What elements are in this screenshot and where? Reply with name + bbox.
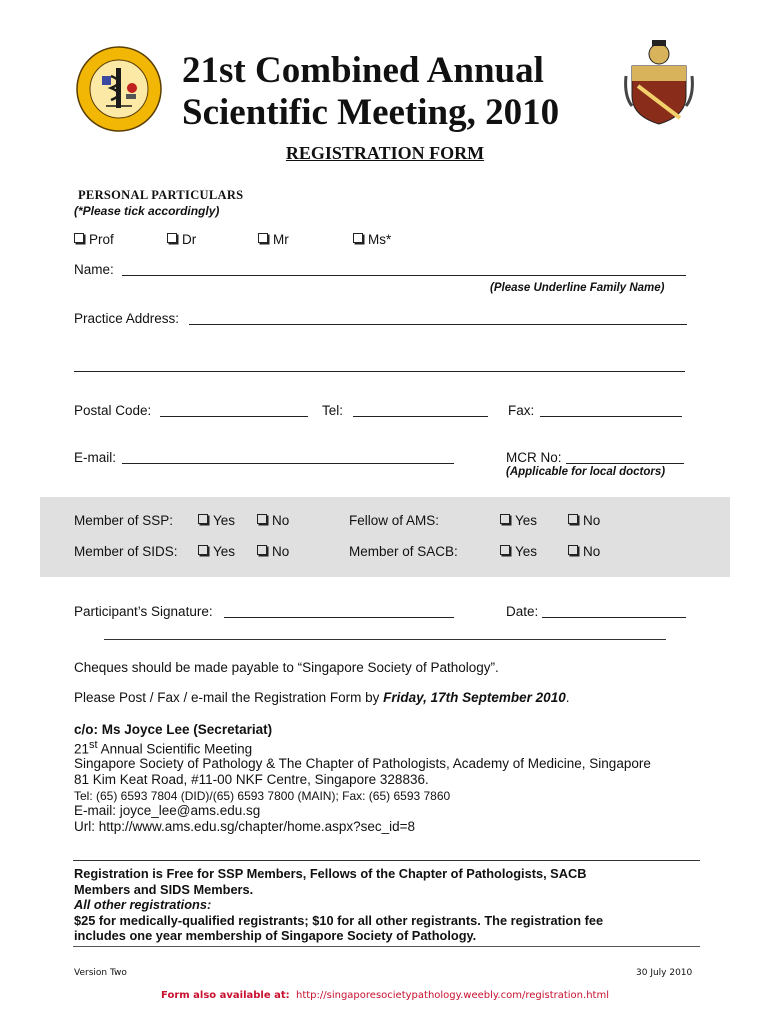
divider (73, 946, 700, 947)
option-mr[interactable]: Mr (258, 232, 289, 247)
ssp-label: Member of SSP: (74, 513, 174, 528)
option-dr[interactable]: Dr (167, 232, 196, 247)
name-note: (Please Underline Family Name) (490, 282, 665, 294)
option-prof[interactable]: Prof (74, 232, 114, 247)
meeting-line: 21st Annual Scientific Meeting (74, 739, 253, 757)
fax-label: Fax: (508, 403, 535, 418)
checkbox-icon[interactable] (257, 545, 267, 555)
email-label: E-mail: (74, 450, 117, 465)
contact-tel: Tel: (65) 6593 7804 (DID)/(65) 6593 7800 (MAIN); Fax: (65) 6593 7860 (74, 789, 451, 803)
ams-no[interactable]: No (568, 513, 600, 528)
checkbox-icon[interactable] (198, 545, 208, 555)
deadline: Friday, 17th September 2010 (383, 690, 566, 705)
footer-date: 30 July 2010 (636, 968, 693, 978)
fees-block: Registration is Free for SSP Members, Fellows of the Chapter of Pathologists, SACB Members and SIDS Members. All other registrations: $25 for medically-qualified registrants; $10 for all other registrants. The registration fee includes one year membership of Singapore Society of Pathology. (74, 866, 604, 943)
checkbox-icon[interactable] (74, 233, 84, 243)
checkbox-icon[interactable] (353, 233, 363, 243)
mcr-label: MCR No: (506, 450, 562, 465)
address-field-2[interactable] (74, 358, 685, 372)
checkbox-icon[interactable] (568, 545, 578, 555)
co-line: c/o: Ms Joyce Lee (Secretariat) (74, 722, 273, 737)
postal-label: Postal Code: (74, 403, 152, 418)
academy-crest (624, 36, 694, 128)
checkbox-icon[interactable] (198, 514, 208, 524)
tick-instruction: (*Please tick accordingly) (74, 204, 220, 218)
option-ms[interactable]: Ms* (353, 232, 391, 247)
checkbox-icon[interactable] (167, 233, 177, 243)
mcr-note: (Applicable for local doctors) (506, 466, 666, 478)
section-heading: PERSONAL PARTICULARS (78, 188, 244, 202)
fax-field[interactable] (540, 403, 682, 417)
checkbox-icon[interactable] (258, 233, 268, 243)
address-field-1[interactable] (189, 311, 687, 325)
postal-field[interactable] (160, 403, 308, 417)
version-label: Version Two (74, 968, 127, 978)
signature-label: Participant’s Signature: (74, 604, 213, 619)
membership-panel (40, 497, 730, 577)
ams-label: Fellow of AMS: (349, 513, 440, 528)
availability-link[interactable]: http://singaporesocietypathology.weebly.com/registration.html (296, 990, 609, 1001)
date-label: Date: (506, 604, 539, 619)
address-line: 81 Kim Keat Road, #11-00 NKF Centre, Singapore 328836. (74, 772, 429, 787)
sacb-yes[interactable]: Yes (500, 544, 537, 559)
ams-yes[interactable]: Yes (500, 513, 537, 528)
checkbox-icon[interactable] (500, 545, 510, 555)
divider (104, 639, 666, 640)
sacb-label: Member of SACB: (349, 544, 458, 559)
tel-label: Tel: (322, 403, 344, 418)
checkbox-icon[interactable] (257, 514, 267, 524)
sids-label: Member of SIDS: (74, 544, 178, 559)
checkbox-icon[interactable] (500, 514, 510, 524)
ssp-logo (76, 46, 162, 132)
page-title: 21st Combined Annual Scientific Meeting, 2010 (182, 50, 560, 133)
org-line: Singapore Society of Pathology & The Chapter of Pathologists, Academy of Medicine, Singapore (74, 756, 651, 771)
ssp-no[interactable]: No (257, 513, 289, 528)
contact-email[interactable]: E-mail: joyce_lee@ams.edu.sg (74, 803, 261, 818)
name-label: Name: (74, 262, 114, 277)
contact-url[interactable]: Url: http://www.ams.edu.sg/chapter/home.aspx?sec_id=8 (74, 819, 416, 834)
ssp-yes[interactable]: Yes (198, 513, 235, 528)
sids-no[interactable]: No (257, 544, 289, 559)
cheques-note: Cheques should be made payable to “Singapore Society of Pathology”. (74, 660, 499, 675)
sids-yes[interactable]: Yes (198, 544, 235, 559)
sacb-no[interactable]: No (568, 544, 600, 559)
name-field[interactable] (122, 262, 686, 276)
email-field[interactable] (122, 450, 454, 464)
signature-field[interactable] (224, 604, 454, 618)
checkbox-icon[interactable] (568, 514, 578, 524)
availability-note: Form also available at: http://singaporesocietypathology.weebly.com/registration.html (161, 990, 609, 1001)
divider (73, 860, 700, 861)
post-note: Please Post / Fax / e-mail the Registration Form by Friday, 17th September 2010. (74, 690, 570, 705)
name-row (74, 262, 114, 277)
form-title: REGISTRATION FORM (285, 143, 485, 163)
date-field[interactable] (542, 604, 686, 618)
mcr-field[interactable] (566, 450, 684, 464)
tel-field[interactable] (353, 403, 488, 417)
address-label: Practice Address: (74, 311, 180, 326)
